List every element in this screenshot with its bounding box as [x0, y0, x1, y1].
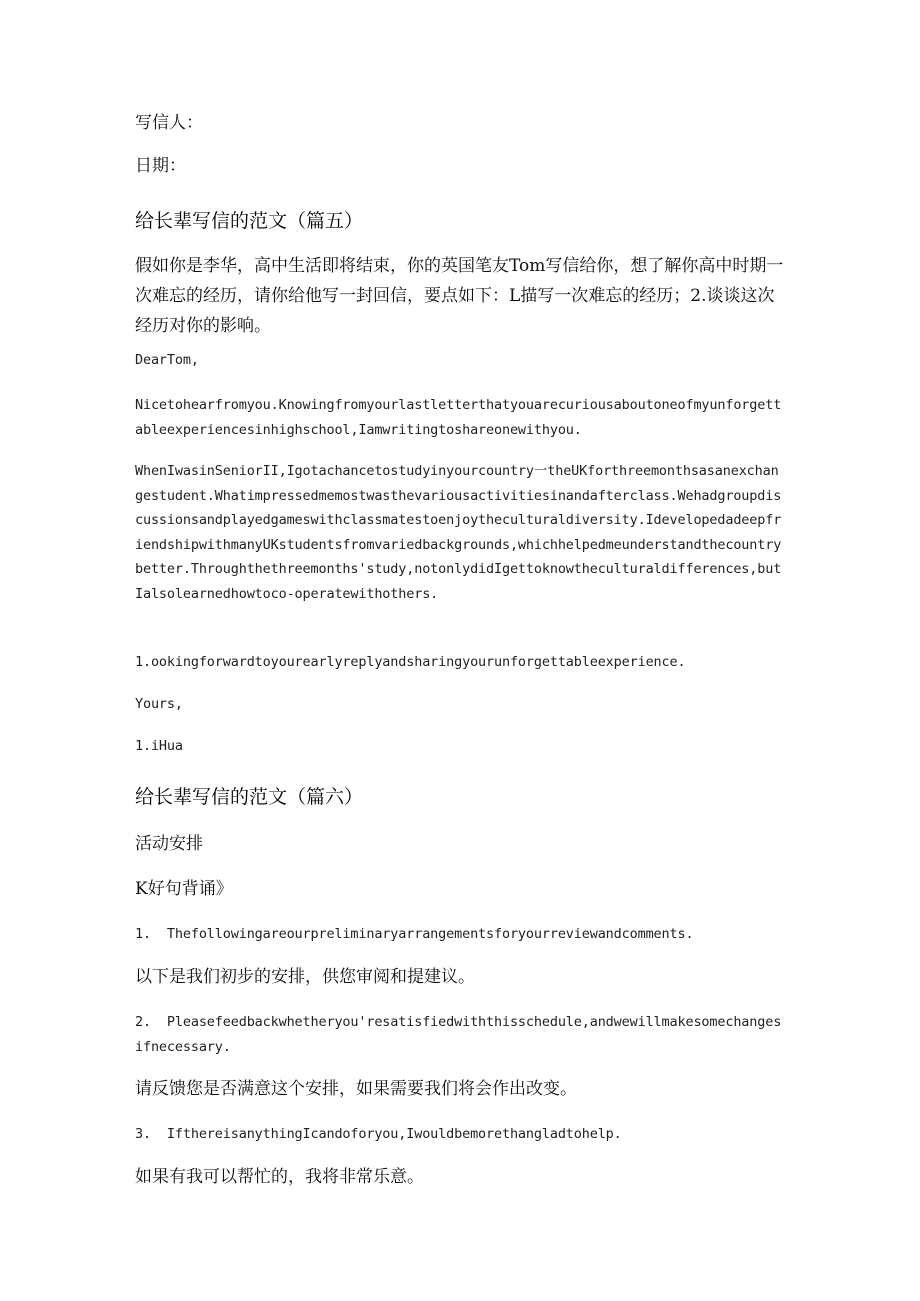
- letter-paragraph-2: WhenIwasinSeniorII,Igotachancetostudyinyourcountry一theUKforthreemonthsasanexchangestudent.Whatimpressedmemostwasthevariousactivitiesinandafterclass.Wehadgroupdiscussionsandplayedgameswithclassmatestoenjoytheculturaldiversity.IdevelopedadeepfriendshipwithmanyUKstudentsfromvariedbackgrounds,whichhelpedmeunderstandthecountrybetter.Throughthethreemonths'study,notonlydidIgettoknowtheculturaldifferences,butIalsolearnedhowtoco-operatewithothers.: [135, 463, 782, 602]
- date-label: 日期：: [135, 156, 186, 176]
- phrase-item-cn: 请反馈您是否满意这个安排，如果需要我们将会作出改变。: [135, 1079, 577, 1099]
- letter-closing: Yours,: [135, 696, 183, 712]
- letter-greeting: DearTom,: [135, 352, 199, 368]
- letter-paragraph-3: 1.ookingforwardtoyourearlyreplyandsharingyourunforgettableexperience.: [135, 654, 686, 670]
- section6-title: 给长辈写信的范文（篇六）: [135, 786, 364, 808]
- writer-label: 写信人：: [135, 113, 203, 133]
- phrase-item-en: 1. Thefollowingareourpreliminaryarrangementsforyourreviewandcomments.: [135, 926, 694, 942]
- letter-paragraph-1: Nicetohearfromyou.Knowingfromyourlastletterthatyouarecuriousaboutoneofmyunforgettableexperiencesinhighschool,Iamwritingtoshareonewithyou.: [135, 397, 782, 438]
- phrase-item-cn: 如果有我可以帮忙的，我将非常乐意。: [135, 1167, 424, 1187]
- section5-title: 给长辈写信的范文（篇五）: [135, 210, 364, 232]
- section6-subtitle: 活动安排: [135, 834, 203, 854]
- phrase-item-en: 3. IfthereisanythingIcandoforyou,Iwouldbemorethangladtohelp.: [135, 1126, 622, 1142]
- section5-prompt: 假如你是李华，高中生活即将结束，你的英国笔友Tom写信给你，想了解你高中时期一次难忘的经历，请你给他写一封回信，要点如下：L描写一次难忘的经历；2.谈谈这次经历对你的影响。: [135, 256, 784, 336]
- letter-signature: 1.iHua: [135, 738, 183, 754]
- phrase-item-en: 2. Pleasefeedbackwhetheryou'resatisfiedwiththisschedule,andwewillmakesomechangesifnecessary.: [135, 1014, 782, 1055]
- phrases-heading: K好句背诵》: [135, 879, 233, 899]
- phrase-item-cn: 以下是我们初步的安排，供您审阅和提建议。: [135, 967, 475, 987]
